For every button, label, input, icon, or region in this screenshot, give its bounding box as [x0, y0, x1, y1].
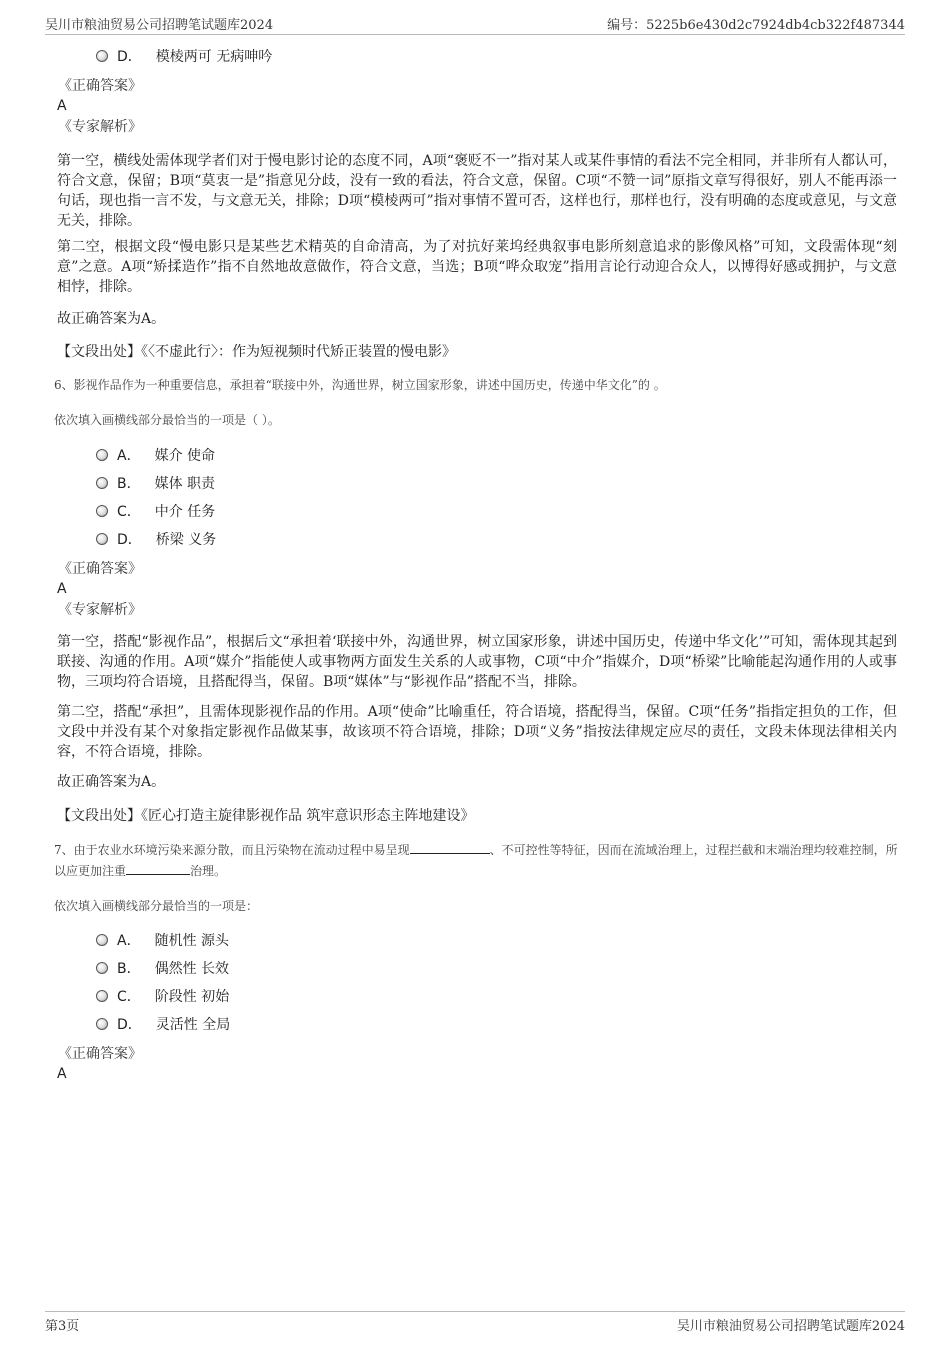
- option-letter: A．: [117, 448, 141, 464]
- q7-stem-part-2: 、不可控性等特征，因而在流域治理上，过程拦截和末端治理均较难控制，所以应更加注重: [54, 843, 898, 878]
- radio-button-icon[interactable]: [96, 449, 108, 461]
- header-title: 吴川市粮油贸易公司招聘笔试题库2024: [45, 18, 274, 33]
- blank-line: [410, 841, 490, 854]
- page-header: [45, 14, 905, 35]
- radio-button-icon[interactable]: [96, 50, 108, 62]
- option-text: 中介 任务: [154, 504, 216, 520]
- radio-button-icon[interactable]: [96, 934, 108, 946]
- option-text: 灵活性 全局: [155, 1017, 231, 1033]
- q7-option-d[interactable]: [96, 1016, 230, 1034]
- q5-conclusion: 故正确答案为A。: [57, 311, 166, 327]
- page-number: 第3页: [45, 1319, 80, 1334]
- radio-button-icon[interactable]: [96, 1018, 108, 1030]
- q7-answer: A: [57, 1066, 67, 1082]
- option-text: 媒介 使命: [154, 448, 216, 464]
- option-letter: B．: [117, 961, 141, 977]
- blank-line: [126, 862, 190, 875]
- q6-option-c[interactable]: [96, 503, 215, 521]
- q7-stem: [54, 840, 900, 882]
- option-text: 随机性 源头: [154, 933, 230, 949]
- option-letter: B．: [117, 476, 141, 492]
- q6-analysis-paragraph-2: 第二空，搭配“承担”，且需体现影视作品的作用。A项“使命”比喻重任，符合语境，搭配得当，保留。C项“任务”指指定担负的工作，但文段中并没有某个对象指定影视作品做某事，故该项不符合语境，排除；D项“义务”指按法律规定应尽的责任，文段未体现法律相关内容，不符合语境，排除。: [57, 704, 897, 760]
- q7-stem-part-3: 治理。: [190, 864, 227, 878]
- q5-analysis-label: 《专家解析》: [58, 119, 142, 135]
- q6-analysis-label: 《专家解析》: [58, 602, 142, 618]
- q6-option-a[interactable]: [96, 447, 215, 465]
- q5-answer-label: 《正确答案》: [58, 78, 142, 94]
- q6-option-b[interactable]: [96, 475, 215, 493]
- option-letter: C．: [117, 504, 141, 520]
- radio-button-icon[interactable]: [96, 533, 108, 545]
- q7-answer-label: 《正确答案》: [58, 1046, 142, 1062]
- q7-option-c[interactable]: [96, 988, 229, 1006]
- footer-title: 吴川市粮油贸易公司招聘笔试题库2024: [676, 1319, 905, 1334]
- q6-answer-label: 《正确答案》: [58, 561, 142, 577]
- q5-analysis-paragraph-1: 第一空，横线处需体现学者们对于慢电影讨论的态度不同，A项“褒贬不一”指对某人或某件事情的看法不完全相同，并非所有人都认可，符合文意，保留；B项“莫衷一是”指意见分歧，没有一致的看法，符合文意，保留。C项“不赞一词”原指文章写得很好，别人不能再添一句话，现也指一言不发，与文意无关，排除；D项“模棱两可”指对事情不置可否，这样也行，那样也行，没有明确的态度或意见，与文意无关，排除。: [57, 153, 897, 229]
- q7-option-b[interactable]: [96, 960, 229, 978]
- q5-source: 【文段出处】《〈不虚此行〉：作为短视频时代矫正装置的慢电影》: [57, 344, 456, 360]
- q6-stem: 6、影视作品作为一种重要信息，承担着“联接中外，沟通世界，树立国家形象，讲述中国历史，传递中华文化”的 。: [54, 378, 666, 392]
- q5-analysis-paragraph-2: 第二空，根据文段“慢电影只是某些艺术精英的自命清高，为了对抗好莱坞经典叙事电影所刻意追求的影像风格”可知，文段需体现“刻意”之意。A项“矫揉造作”指不自然地故意做作，符合文意，当选；B项“哗众取宠”指用言论行动迎合众人，以博得好感或拥护，与文意相悖，排除。: [57, 239, 897, 295]
- option-text: 媒体 职责: [154, 476, 216, 492]
- q6-option-d[interactable]: [96, 531, 216, 549]
- header-doc-id: 编号：5225b6e430d2c7924db4cb322f487344: [607, 18, 905, 33]
- option-text: 模棱两可 无病呻吟: [155, 49, 273, 65]
- q5-option-d[interactable]: [96, 48, 272, 66]
- q7-option-a[interactable]: [96, 932, 229, 950]
- radio-button-icon[interactable]: [96, 962, 108, 974]
- radio-button-icon[interactable]: [96, 990, 108, 1002]
- option-text: 阶段性 初始: [154, 989, 230, 1005]
- option-letter: D．: [117, 1017, 142, 1033]
- q6-source: 【文段出处】《匠心打造主旋律影视作品 筑牢意识形态主阵地建设》: [57, 808, 475, 824]
- q7-stem-part-1: 7、由于农业水环境污染来源分散，而且污染物在流动过程中易呈现: [54, 843, 410, 857]
- option-letter: D．: [117, 49, 142, 65]
- option-letter: A．: [117, 933, 141, 949]
- radio-button-icon[interactable]: [96, 505, 108, 517]
- q6-conclusion: 故正确答案为A。: [57, 774, 166, 790]
- option-letter: C．: [117, 989, 141, 1005]
- q6-answer: A: [57, 581, 67, 597]
- option-text: 偶然性 长效: [154, 961, 230, 977]
- q6-analysis-paragraph-1: 第一空，搭配“影视作品”，根据后文“承担着‘联接中外，沟通世界，树立国家形象，讲述中国历史，传递中华文化’”可知，需体现其起到联接、沟通的作用。A项“媒介”指能使人或事物两方面发生关系的人或事物，C项“中介”指媒介，D项“桥梁”比喻能起沟通作用的人或事物，三项均符合语境，且搭配得当，保留。B项“媒体”与“影视作品”搭配不当，排除。: [57, 634, 897, 690]
- page-footer: [45, 1311, 905, 1334]
- q5-answer: A: [57, 98, 67, 114]
- option-letter: D．: [117, 532, 142, 548]
- option-text: 桥梁 义务: [155, 532, 217, 548]
- q6-instruction: 依次填入画横线部分最恰当的一项是（ ）。: [54, 413, 280, 427]
- q7-instruction: 依次填入画横线部分最恰当的一项是：: [54, 899, 259, 913]
- radio-button-icon[interactable]: [96, 477, 108, 489]
